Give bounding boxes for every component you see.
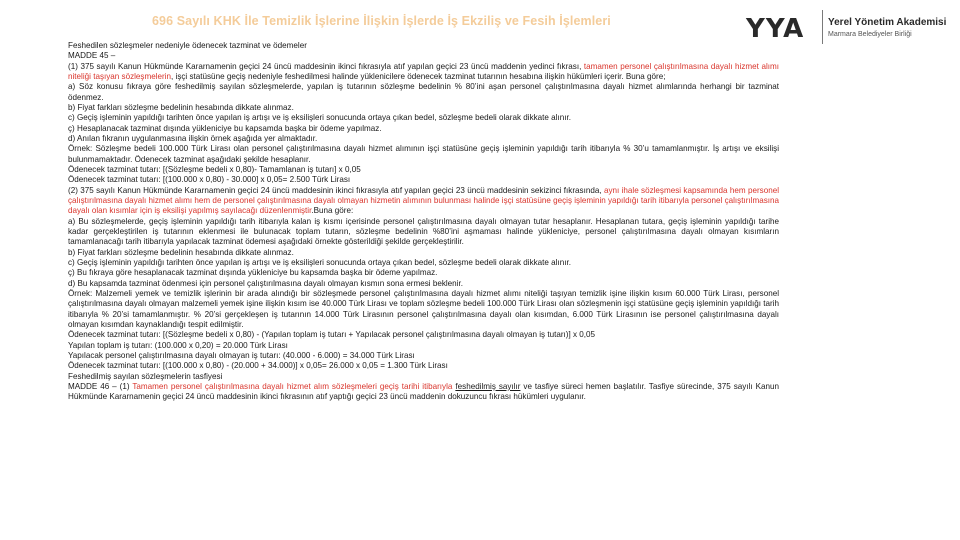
highlighted-text: aynı ihale sözleşmesi kapsamında hem personel çalıştırılmasına dayalı hizmet alımı hem de personel çalıştırılmasına dayalı olmayan hizmetin alımının bulunması halinde işçi statüsüne geçiş işleminin yapıldığı tarih itibarıyla personel çalıştırılmasına dayalı olan kısımlar için iş eksilişi yapılmış sayılacağı düzenlenmiştir	[68, 185, 779, 216]
document-body	[68, 41, 779, 402]
paragraph	[68, 186, 779, 217]
text-run: (2) 375 sayılı Kanun Hükmünde Kararnamenin geçici 24 üncü maddesinin ikinci fıkrasıyla atıf yapılan geçici 23 üncü maddesinin sekizinci fıkrasında,	[68, 185, 604, 195]
paragraph	[68, 382, 779, 403]
paragraph: a) Söz konusu fıkraya göre feshedilmiş sayılan sözleşmelerde, yapılan iş tutarının sözleşme bedelinin % 80’ini aşan personel çalıştırılmasına dayalı hizmet alımlarında herhangi bir tazminat ödenmez.	[68, 82, 779, 102]
formula-line: Ödenecek tazminat tutarı: [(100.000 x 0,80) - 30.000] x 0,05= 2.500 Türk Lirası	[68, 175, 351, 185]
paragraph	[68, 62, 779, 83]
paragraph: Örnek: Sözleşme bedeli 100.000 Türk Lirası olan personel çalıştırılmasına dayalı hizmet alımının işçi statüsüne geçiş işleminin yapıldığı tarih itibarıyla % 30’u tamamlanmıştır. İş artışı ve eksilişi bulunmamaktadır. Ödenecek tazminat aşağıdaki şekilde hesaplanır.	[68, 144, 779, 164]
logo-divider	[822, 10, 823, 44]
formula-line: Yapılacak personel çalıştırılmasına dayalı olmayan iş tutarı: (40.000 - 6.000) = 34.000 Türk Lirası	[68, 350, 415, 360]
paragraph: Örnek: Malzemeli yemek ve temizlik işlerinin bir arada alındığı bir sözleşmede personel çalıştırılmasına dayalı hizmet alımı niteliği taşıyan temizlik işine ilişkin kısım 60.000 Türk Lirası, personel çalıştırılmasına dayalı olmayan malzemeli yemek işine ilişkin kısım ise 40.000 Türk Lirası ve toplam sözleşme bedeli 100.000 Türk Lirası olan sözleşmenin işçi statüsüne geçiş işleminin yapıldığı tarih itibarıyla % 20’si tamamlanmıştır. % 20’si gerçekleşen iş tutarının 14.000 Türk Lirasının personel çalıştırılmasına dayalı olan kısımdan, 6.000 Türk Lirasının ise personel çalıştırılmasına dayalı olmayan kısımdan kaynaklandığı tespit edilmiştir.	[68, 288, 779, 329]
text-run: .Buna göre:	[311, 206, 354, 216]
section-heading: Feshedilmiş sayılan sözleşmelerin tasfiyesi	[68, 371, 223, 381]
section-heading: Feshedilen sözleşmeler nedeniyle ödenecek tazminat ve ödemeler	[68, 41, 307, 50]
text-run: MADDE 46 – (1)	[68, 381, 133, 391]
formula-line: Ödenecek tazminat tutarı: [(Sözleşme bedeli x 0,80) - (Yapılan toplam iş tutarı + Yapılacak personel çalıştırılmasına dayalı olmayan iş tutarı)] x 0,05	[68, 330, 596, 340]
paragraph: c) Geçiş işleminin yapıldığı tarihten önce yapılan iş artışı ve iş eksilişleri sonucunda ortaya çıkan bedel, sözleşme bedeli olarak dikkate alınır.	[68, 113, 571, 123]
page-title: 696 Sayılı KHK İle Temizlik İşlerine İlişkin İşlerde İş Ekziliş ve Fesih İşlemleri	[152, 14, 611, 28]
highlighted-text: tamamen personel çalıştırılmasına dayalı hizmet alımı niteliği taşıyan sözleşmelerin	[68, 61, 779, 81]
paragraph: b) Fiyat farkları sözleşme bedelinin hesabında dikkate alınmaz.	[68, 102, 294, 112]
formula-line: Ödenecek tazminat tutarı: [(100.000 x 0,80) - (20.000 + 34.000)] x 0,05= 26.000 x 0,05 = 1.300 Türk Lirası	[68, 361, 448, 371]
paragraph: ç) Bu fıkraya göre hesaplanacak tazminat dışında yükleniciye bu kapsamda başka bir ödeme yapılmaz.	[68, 268, 438, 278]
formula-line: Yapılan toplam iş tutarı: (100.000 x 0,20) = 20.000 Türk Lirası	[68, 340, 288, 350]
paragraph: d) Bu kapsamda tazminat ödenmesi için personel çalıştırılmasına dayalı olmayan kısmın sona ermesi beklenir.	[68, 278, 463, 288]
text-run: ve tasfiye süreci hemen başlatılır. Tasfiye sürecinde, 375 sayılı Kanun Hükmünde Kararnamenin geçici 24 üncü maddesinin ikinci fıkrasının atıf yaptığı geçici 23 üncü maddenin dokuzuncu fıkrası hükümleri uygulanır.	[68, 381, 780, 402]
paragraph: ç) Hesaplanacak tazminat dışında yükleniciye bu kapsamda başka bir ödeme yapılmaz.	[68, 123, 382, 133]
paragraph: c) Geçiş işleminin yapıldığı tarihten önce yapılan iş artışı ve iş eksilişleri sonucunda ortaya çıkan bedel, sözleşme bedeli olarak dikkate alınır.	[68, 257, 571, 267]
paragraph: b) Fiyat farkları sözleşme bedelinin hesabında dikkate alınmaz.	[68, 247, 294, 257]
logo-subtitle: Marmara Belediyeler Birliği	[828, 31, 912, 38]
paragraph: a) Bu sözleşmelerde, geçiş işleminin yapıldığı tarih itibarıyla kalan iş kısmı içerisinde personel çalıştırılmasına dayalı olmayan tutar hesaplanır. Hesaplanan tutara, geçiş işleminin yapıldığı tarihe kadar gerçekleştirilen iş tutarının eklenmesi ile bulunacak toplam tutarın, sözleşme bedelinin %80’ini aşmaması halinde yükleniciye, personel çalıştırılmasına dayalı olmayan kısımların tamamlanacağı tarih itibarıyla yapılacak tazminat ödemesi aşağıdaki örnekte gösterildiği şekilde gerçekleştirilir.	[68, 216, 779, 247]
underlined-text: feshedilmiş sayılır	[455, 381, 521, 391]
article-heading: MADDE 45 –	[68, 51, 116, 61]
text-run: , işçi statüsüne geçiş nedeniyle feshedilmesi halinde yüklenicilere ödenecek tazminat tutarının hesabına ilişkin hükümleri içerir. Buna göre;	[171, 71, 666, 81]
formula-line: Ödenecek tazminat tutarı: [(Sözleşme bedeli x 0,80)- Tamamlanan iş tutarı] x 0,05	[68, 164, 361, 174]
text-run: (1) 375 sayılı Kanun Hükmünde Kararnamenin geçici 24 üncü maddesinin ikinci fıkrasıyla atıf yapılan geçici 23 üncü maddenin yedinci fıkrası,	[68, 61, 584, 71]
highlighted-text: Tamamen personel çalıştırılmasına dayalı hizmet alım sözleşmeleri geçiş tarihi itibarıyla	[132, 381, 453, 391]
logo-mark: YYA	[746, 14, 805, 44]
paragraph: d) Anılan fıkranın uygulanmasına ilişkin örnek aşağıda yer almaktadır.	[68, 133, 318, 143]
logo-name: Yerel Yönetim Akademisi	[828, 17, 947, 28]
